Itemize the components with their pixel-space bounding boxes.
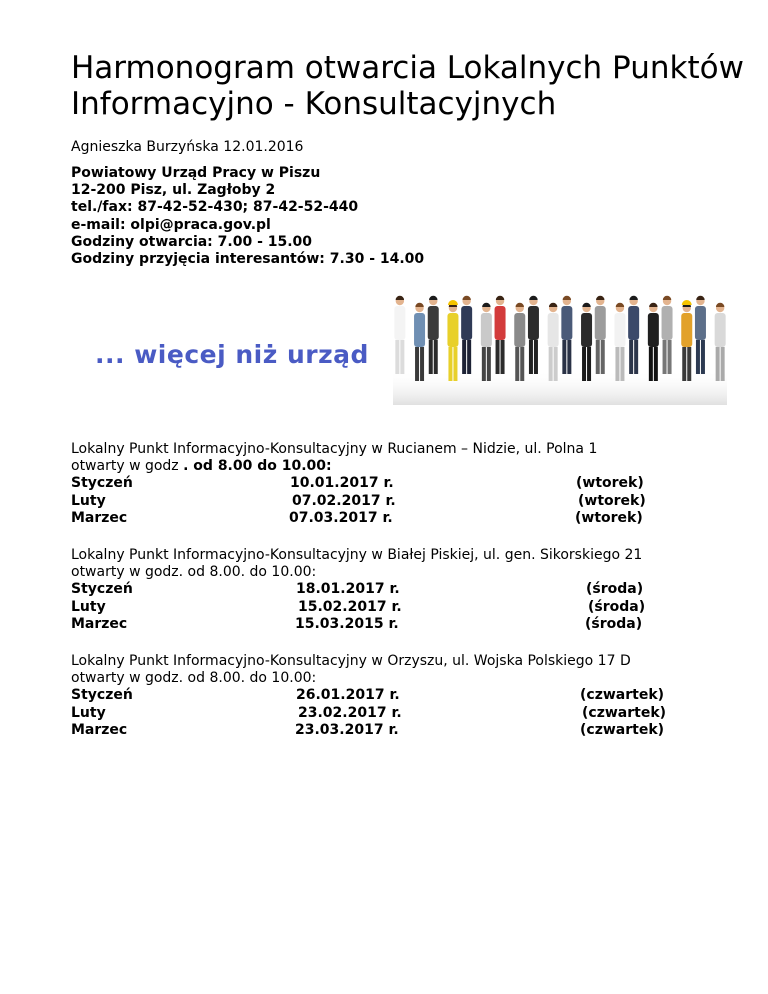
date: 07.03.2017 r. [289, 509, 393, 526]
date: 23.02.2017 r. [298, 704, 402, 721]
section-hours [71, 670, 721, 687]
section-hours [71, 564, 721, 581]
hours-text: otwarty w godz [71, 458, 184, 475]
schedule-row [71, 581, 721, 598]
schedule-row [71, 722, 721, 739]
month: Styczeń [71, 581, 133, 598]
schedule-ruciane-nida [71, 441, 721, 527]
date: 15.03.2015 r. [295, 615, 399, 632]
weekday: (wtorek) [578, 492, 646, 509]
author-date: Agnieszka Burzyńska 12.01.2016 [71, 139, 304, 155]
month: Marzec [71, 721, 128, 738]
weekday: (środa) [588, 598, 646, 615]
office-phone: tel./fax: 87-42-52-430; 87-42-52-440 [71, 199, 359, 216]
section-hours [71, 458, 721, 475]
schedule-row [71, 599, 721, 616]
date: 26.01.2017 r. [296, 687, 400, 704]
weekday: (czwartek) [582, 704, 667, 721]
date: 07.02.2017 r. [292, 492, 396, 509]
schedule-row [71, 616, 721, 633]
month: Styczeń [71, 687, 133, 704]
section-heading: Lokalny Punkt Informacyjno-Konsultacyjny w Orzyszu, ul. Wojska Polskiego 17 D [71, 653, 631, 669]
month: Marzec [71, 509, 128, 526]
schedule-row [71, 475, 721, 492]
office-contact-block [71, 165, 424, 268]
weekday: (środa) [586, 581, 644, 598]
schedule-row [71, 510, 721, 527]
people-group-image [393, 290, 727, 405]
page-title: Harmonogram otwarcia Lokalnych Punktów Informacyjno - Konsultacyjnych [71, 50, 744, 122]
schedule-biala-piska [71, 547, 721, 633]
date: 15.02.2017 r. [298, 598, 402, 615]
month: Luty [71, 598, 106, 615]
month: Styczeń [71, 475, 133, 492]
hours-bold-text: . od 8.00 do 10.00: [183, 458, 332, 475]
section-heading: Lokalny Punkt Informacyjno-Konsultacyjny w Białej Piskiej, ul. gen. Sikorskiego 21 [71, 547, 643, 563]
banner-slogan: ... więcej niż urząd [95, 340, 369, 369]
schedule-orzysz [71, 653, 721, 739]
banner [95, 290, 727, 405]
schedule-row [71, 687, 721, 704]
month: Luty [71, 492, 106, 509]
office-visitor-hours: Godziny przyjęcia interesantów: 7.30 - 14.00 [71, 251, 425, 268]
schedule-row [71, 493, 721, 510]
date: 10.01.2017 r. [290, 475, 394, 492]
weekday: (wtorek) [576, 475, 644, 492]
schedule-row [71, 705, 721, 722]
month: Luty [71, 704, 106, 721]
hours-text: otwarty w godz. od 8.00. do 10.00: [71, 564, 317, 581]
weekday: (czwartek) [580, 721, 665, 738]
month: Marzec [71, 615, 128, 632]
office-address: 12-200 Pisz, ul. Zagłoby 2 [71, 182, 276, 199]
date: 23.03.2017 r. [295, 721, 399, 738]
weekday: (czwartek) [580, 687, 665, 704]
weekday: (wtorek) [575, 509, 643, 526]
weekday: (środa) [585, 615, 643, 632]
date: 18.01.2017 r. [296, 581, 400, 598]
hours-text: otwarty w godz. od 8.00. do 10.00: [71, 670, 317, 687]
section-heading: Lokalny Punkt Informacyjno-Konsultacyjny w Rucianem – Nidzie, ul. Polna 1 [71, 441, 598, 457]
office-name: Powiatowy Urząd Pracy w Piszu [71, 165, 321, 181]
office-opening-hours: Godziny otwarcia: 7.00 - 15.00 [71, 233, 313, 250]
office-email: e-mail: olpi@praca.gov.pl [71, 216, 271, 233]
